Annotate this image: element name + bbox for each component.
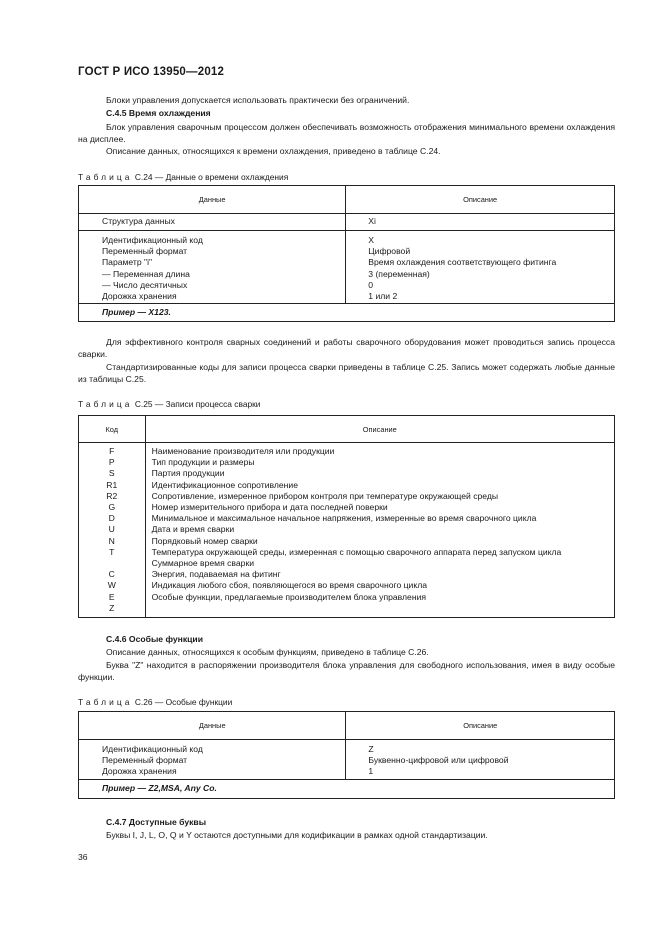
table-c25-caption	[78, 399, 261, 409]
table-c26-data-list	[79, 740, 346, 780]
table-c25-desc: Температура окружающей среды, измеренная с помощью сварочного аппарата перед запуском цикла	[151, 546, 562, 557]
table-c25-desc: Тип продукции и размеры	[151, 457, 255, 468]
table-c26-desc-item: Буквенно-цифровой или цифровой	[368, 755, 509, 766]
table-c25-header-code: Код	[79, 416, 146, 443]
table-c24	[78, 185, 615, 322]
table-c25-desc: Порядковый номер сварки	[151, 535, 258, 546]
table-c25	[78, 415, 615, 618]
table-c24-desc-item: Время охлаждения соответствующего фитинга	[368, 257, 557, 268]
table-c24-data-item: Дорожка хранения	[102, 291, 177, 302]
table-c24-desc-item: X	[368, 235, 375, 245]
table-c26-caption	[78, 697, 232, 707]
caption-lead: Таблица	[78, 399, 133, 409]
table-c25-desc: Дата и время сварки	[151, 524, 235, 535]
table-c25-code-list	[79, 443, 146, 618]
table-c25-desc: Партия продукции	[151, 468, 225, 479]
table-c26-header-desc: Описание	[346, 712, 615, 740]
table-c25-code: R1	[106, 479, 118, 490]
caption-text: С.25 — Записи процесса сварки	[134, 399, 261, 409]
table-c24-data-item: Параметр "i"	[102, 257, 153, 268]
table-c25-code: W	[107, 580, 116, 591]
paragraph-c45-2: Описание данных, относящихся к времени охлаждения, приведено в таблице С.24.	[106, 146, 441, 156]
table-c25-code: R2	[106, 490, 118, 501]
paragraph-welding-record-1: Для эффективного контроля сварных соединений и работы сварочного оборудования может проводиться запись процесса сварки.	[78, 337, 615, 360]
table-c24-data-list	[79, 231, 346, 304]
table-c25-desc: Минимальное и максимальное начальное напряжения, измеренные во время сварочного цикла	[151, 513, 537, 524]
caption-text: С.26 — Особые функции	[134, 697, 233, 707]
table-c24-header-data: Данные	[79, 186, 346, 214]
table-c26-desc-list	[346, 740, 615, 780]
section-heading-c46: С.4.6 Особые функции	[106, 634, 203, 644]
table-c26-data-item: Переменный формат	[102, 755, 188, 766]
spacer	[79, 558, 145, 569]
table-c26	[78, 711, 615, 799]
table-c25-code: C	[108, 569, 115, 580]
table-c24-caption	[78, 172, 288, 182]
table-c25-header-desc: Описание	[145, 416, 614, 443]
table-c24-data-item: Переменный формат	[102, 246, 188, 257]
page-number: 36	[78, 852, 88, 862]
table-c24-desc-item: 0	[368, 279, 374, 290]
caption-lead: Таблица	[78, 172, 133, 182]
table-c26-desc-item: 1	[368, 766, 374, 777]
table-c25-desc: Энергия, подаваемая на фитинг	[151, 569, 281, 580]
caption-text: С.24 — Данные о времени охлаждения	[134, 172, 289, 182]
paragraph-c45-1: Блок управления сварочным процессом должен обеспечивать возможность отображения минимального времени охлаждения на дисплее.	[78, 122, 615, 145]
paragraph-c47: Буквы I, J, L, O, Q и Y остаются доступными для кодификации в рамках одной стандартизации.	[106, 830, 488, 840]
table-c24-desc-item: 1 или 2	[368, 291, 398, 302]
table-c26-desc-item: Z	[368, 744, 374, 754]
table-c24-example: Пример — Х123.	[79, 304, 615, 322]
table-c24-data-item: — Число десятичных	[102, 279, 188, 290]
paragraph-intro: Блоки управления допускается использовать практически без ограничений.	[106, 95, 410, 105]
table-c25-desc-list	[145, 443, 614, 618]
table-c25-code: Z	[109, 602, 115, 613]
table-c25-code: G	[108, 502, 116, 513]
table-c25-desc: Номер измерительного прибора и дата последней поверки	[151, 502, 388, 513]
caption-lead: Таблица	[78, 697, 133, 707]
table-c26-data-item: Идентификационный код	[102, 744, 203, 754]
table-c25-desc: Сопротивление, измеренное прибором контроля при температуре окружающей среды	[151, 490, 499, 501]
table-c25-desc: Наименование производителя или продукции	[151, 446, 335, 456]
table-c25-code: T	[109, 546, 115, 557]
table-c24-data-item: Идентификационный код	[102, 235, 203, 245]
table-c26-example: Пример — Z2,MSA, Any Co.	[79, 780, 615, 799]
table-c24-cell: Структура данных	[79, 214, 346, 231]
paragraph-c46-2: Буква "Z" находится в распоряжении производителя блока управления для свободного использования, имея в виду особые функции.	[78, 660, 615, 683]
table-c24-desc-list	[346, 231, 615, 304]
table-c24-desc-item: Цифровой	[368, 246, 411, 257]
section-heading-c45: С.4.5 Время охлаждения	[106, 108, 211, 118]
table-c25-code: S	[108, 468, 115, 479]
table-c24-data-item: — Переменная длина	[102, 268, 190, 279]
table-c24-desc-item: 3 (переменная)	[368, 268, 430, 279]
table-c24-cell: Xi	[346, 214, 615, 231]
table-c25-desc: Особые функции, предлагаемые производителем блока управления	[151, 591, 427, 602]
table-c25-code: D	[108, 513, 115, 524]
table-c26-header-data: Данные	[79, 712, 346, 740]
section-heading-c47: С.4.7 Доступные буквы	[106, 817, 207, 827]
document-header: ГОСТ Р ИСО 13950—2012	[78, 66, 225, 78]
table-c25-code: E	[108, 591, 115, 602]
table-c25-desc: Суммарное время сварки	[151, 558, 255, 569]
table-c25-code: N	[108, 535, 115, 546]
table-c25-desc: Индикация любого сбоя, появляющегося во время сварочного цикла	[151, 580, 428, 591]
table-c25-code: U	[108, 524, 115, 535]
paragraph-c46-1: Описание данных, относящихся к особым функциям, приведено в таблице С.26.	[106, 647, 429, 657]
table-c24-header-desc: Описание	[346, 186, 615, 214]
table-c25-code: F	[109, 446, 115, 456]
table-c25-desc: Идентификационное сопротивление	[151, 479, 298, 490]
table-c26-data-item: Дорожка хранения	[102, 766, 177, 777]
table-c25-code: P	[108, 457, 115, 468]
paragraph-welding-record-2: Стандартизированные коды для записи процесса сварки приведены в таблице С.25. Запись может содержать любые данные из таблицы С.25.	[78, 362, 615, 385]
